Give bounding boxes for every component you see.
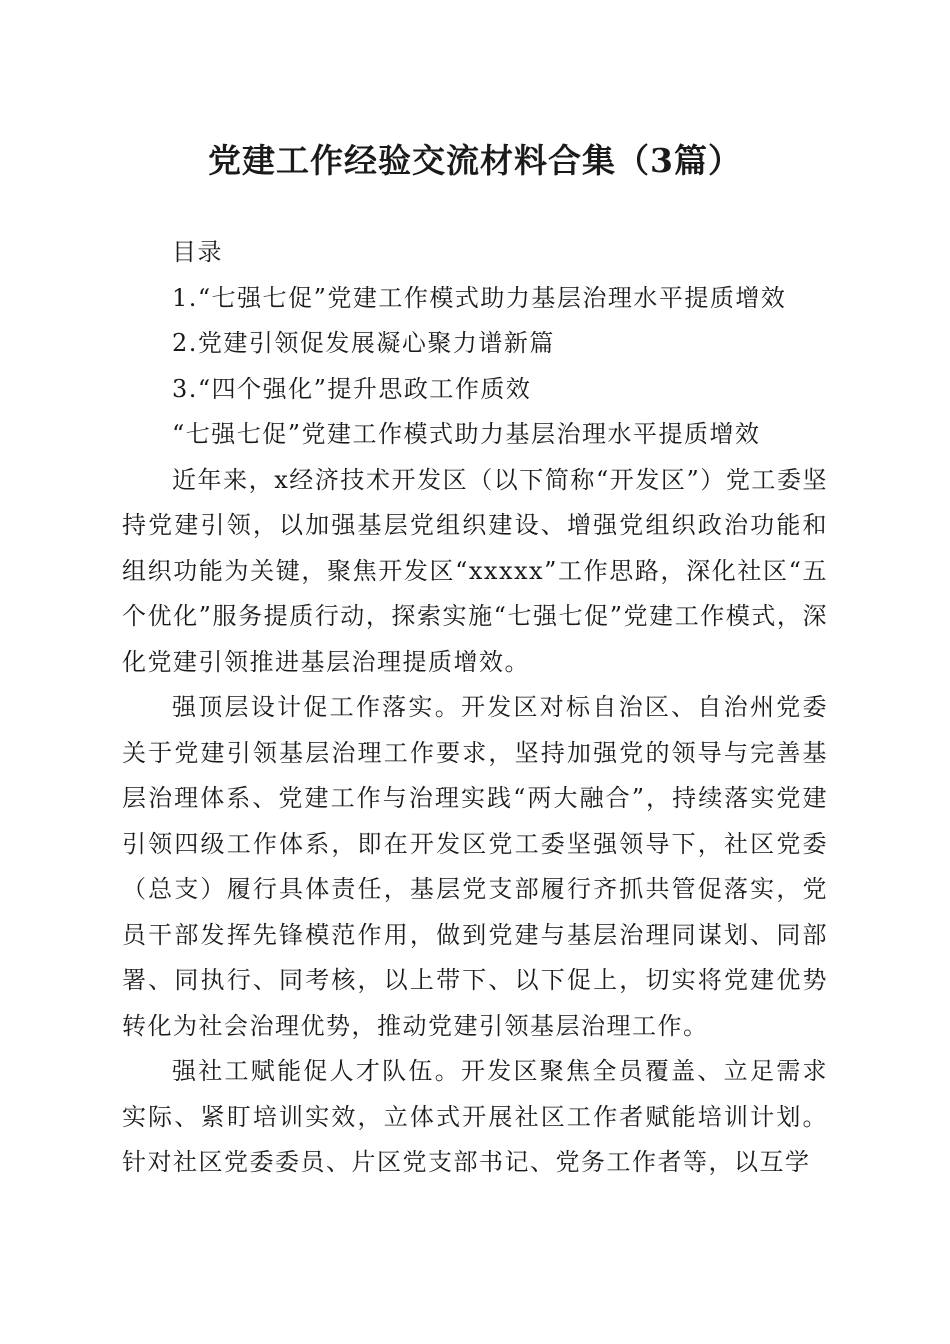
article-paragraph-2: 强顶层设计促工作落实。开发区对标自治区、自治州党委关于党建引领基层治理工作要求，坚持加强党的领导与完善基层治理体系、党建工作与治理实践“两大融合”，持续落实党建引领四级工作体系，即在开发区党工委坚强领导下，社区党委（总支）履行具体责任，基层党支部履行齐抓共管促落实，党员干部发挥先锋模范作用，做到党建与基层治理同谋划、同部署、同执行、同考核，以上带下、以下促上，切实将党建优势转化为社会治理优势，推动党建引领基层治理工作。 xyxy=(122,693,828,1040)
toc-item-1: 1.“七强七促”党建工作模式助力基层治理水平提质增效 xyxy=(172,283,787,312)
toc-item-2: 2.党建引领促发展凝心聚力谱新篇 xyxy=(172,329,555,357)
document-title: 党建工作经验交流材料合集（3篇） xyxy=(208,141,742,180)
document-body xyxy=(122,230,828,1186)
toc-heading: 目录 xyxy=(172,238,223,266)
article-paragraph-1: 近年来，x经济技术开发区（以下简称“开发区”）党工委坚持党建引领，以加强基层党组织建设、增强党组织政治功能和组织功能为关键，聚焦开发区“xxxxx”工作思路，深化社区“五个优化”服务提质行动，探索实施“七强七促”党建工作模式，深化党建引领推进基层治理提质增效。 xyxy=(122,465,828,676)
article-paragraph-3: 强社工赋能促人才队伍。开发区聚焦全员覆盖、立足需求实际、紧盯培训实效，立体式开展社区工作者赋能培训计划。针对社区党委委员、片区党支部书记、党务工作者等，以互学 xyxy=(122,1057,828,1176)
article-title: “七强七促”党建工作模式助力基层治理水平提质增效 xyxy=(172,420,761,448)
toc-item-3: 3.“四个强化”提升思政工作质效 xyxy=(172,374,532,403)
